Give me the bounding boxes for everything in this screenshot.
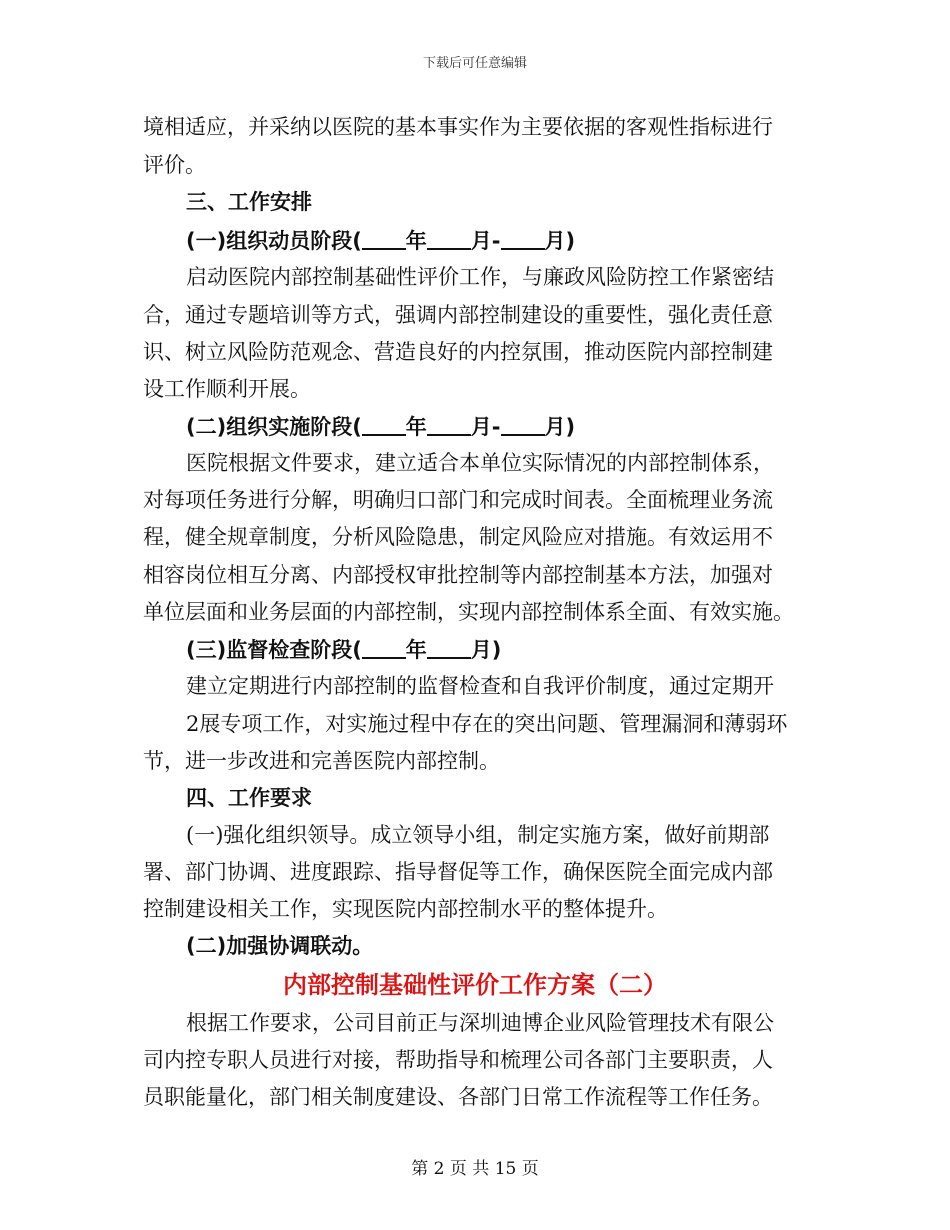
body-line: 员职能量化，部门相关制度建设、各部门日常工作流程等工作任务。 [143, 1085, 773, 1109]
subsection-heading-2: (二)组织实施阶段( 年 月- 月) [186, 415, 576, 439]
blank-line [427, 230, 471, 250]
subsection-heading-3: (三)监督检查阶段( 年 月) [186, 638, 502, 662]
document-title: 内部控制基础性评价工作方案（二） [283, 971, 667, 999]
body-line: 评价。 [143, 153, 206, 177]
body-line: 控制建设相关工作，实现医院内部控制水平的整体提升。 [143, 897, 668, 921]
body-line: 2展专项工作，对实施过程中存在的突出问题、管理漏洞和薄弱环 [186, 712, 788, 736]
body-line: 节，进一步改进和完善医院内部控制。 [143, 749, 500, 773]
blank-line [362, 416, 406, 436]
body-line: 单位层面和业务层面的内部控制，实现内部控制体系全面、有效实施。 [143, 600, 794, 624]
body-line: 相容岗位相互分离、内部授权审批控制等内部控制基本方法，加强对 [143, 563, 773, 587]
body-line: (一)强化组织领导。成立领导小组，制定实施方案，做好前期部 [186, 823, 770, 847]
body-line: 合，通过专题培训等方式，强调内部控制建设的重要性，强化责任意 [143, 303, 773, 327]
body-line: 司内控专职人员进行对接，帮助指导和梳理公司各部门主要职责，人 [143, 1048, 773, 1072]
page-footer: 第 2 页 共 15 页 [411, 1159, 539, 1179]
subsection-heading-4: (二)加强协调联动。 [186, 934, 374, 958]
body-line: 境相适应，并采纳以医院的基本事实作为主要依据的客观性指标进行 [143, 115, 773, 139]
body-line: 医院根据文件要求，建立适合本单位实际情况的内部控制体系， [186, 451, 774, 475]
body-line: 对每项任务进行分解，明确归口部门和完成时间表。全面梳理业务流 [143, 488, 773, 512]
body-line: 建立定期进行内部控制的监督检查和自我评价制度，通过定期开 [186, 674, 774, 698]
blank-line [501, 230, 545, 250]
body-line: 识、树立风险防范观念、营造良好的内控氛围，推动医院内部控制建 [143, 340, 773, 364]
body-line: 设工作顺利开展。 [143, 377, 311, 401]
blank-line [362, 230, 406, 250]
body-line: 署、部门协调、进度跟踪、指导督促等工作，确保医院全面完成内部 [143, 860, 773, 884]
blank-line [362, 639, 406, 659]
body-line: 程，健全规章制度，分析风险隐患，制定风险应对措施。有效运用不 [143, 525, 773, 549]
body-line: 根据工作要求，公司目前正与深圳迪博企业风险管理技术有限公 [186, 1011, 774, 1035]
page-header: 下载后可任意编辑 [422, 56, 527, 71]
blank-line [427, 639, 471, 659]
blank-line [501, 416, 545, 436]
body-line: 启动医院内部控制基础性评价工作，与廉政风险防控工作紧密结 [186, 265, 774, 289]
blank-line [427, 416, 471, 436]
section-heading-3: 三、工作安排 [186, 190, 312, 214]
section-heading-4: 四、工作要求 [186, 786, 312, 810]
subsection-heading-1: (一)组织动员阶段( 年 月- 月) [186, 229, 576, 253]
